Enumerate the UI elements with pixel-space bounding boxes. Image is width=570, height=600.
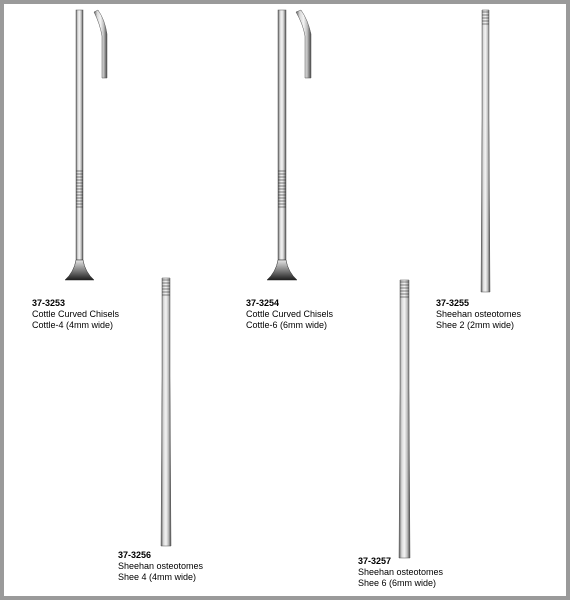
cottle-chisel-image [62, 6, 132, 296]
product-name: Cottle Curved Chisels [32, 309, 120, 319]
product-name: Sheehan osteotomes [358, 567, 444, 577]
product-spec: Cottle-6 (6mm wide) [246, 320, 328, 330]
product-code: 37-3254 [246, 298, 280, 308]
sheehan-osteotome-image [158, 276, 178, 548]
product-spec: Shee 4 (4mm wide) [118, 572, 197, 582]
product-spec: Cottle-4 (4mm wide) [32, 320, 114, 330]
sheehan-osteotome-image [396, 278, 418, 560]
product-37-3256[interactable] [104, 272, 304, 596]
product-spec: Shee 2 (2mm wide) [436, 320, 515, 330]
product-spec: Shee 6 (6mm wide) [358, 578, 437, 588]
product-37-3257[interactable] [334, 272, 534, 596]
product-name: Sheehan osteotomes [118, 561, 204, 571]
cottle-chisel-image [264, 6, 334, 296]
product-name: Sheehan osteotomes [436, 309, 522, 319]
product-code: 37-3255 [436, 298, 470, 308]
catalog-page [4, 4, 566, 596]
product-code: 37-3253 [32, 298, 66, 308]
sheehan-osteotome-image [478, 8, 498, 293]
product-code: 37-3256 [118, 550, 152, 560]
product-code: 37-3257 [358, 556, 392, 566]
product-name: Cottle Curved Chisels [246, 309, 334, 319]
